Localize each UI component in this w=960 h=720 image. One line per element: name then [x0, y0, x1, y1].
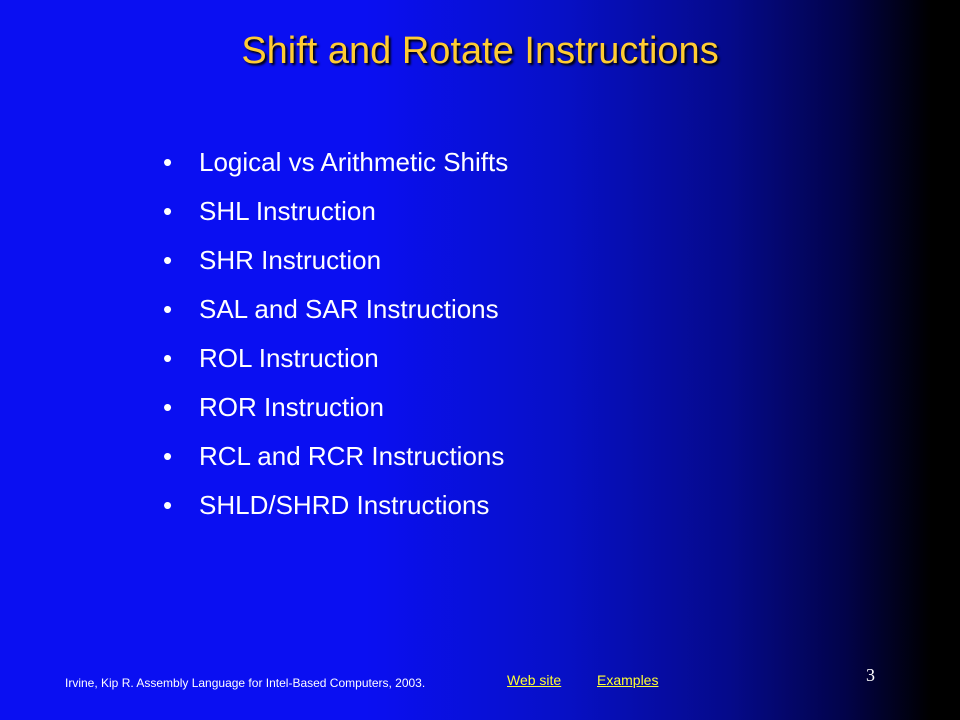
bullet-text: ROL Instruction [199, 343, 379, 373]
bullet-text: RCL and RCR Instructions [199, 441, 505, 471]
page-number: 3 [866, 665, 875, 685]
bullet-icon: • [163, 294, 173, 324]
bullet-icon: • [163, 147, 173, 177]
bullet-text: SAL and SAR Instructions [199, 294, 499, 324]
bullet-icon: • [163, 343, 173, 373]
bullet-icon: • [163, 490, 173, 520]
bullet-icon: • [163, 245, 173, 275]
bullet-text: SHL Instruction [199, 196, 376, 226]
bullet-text: SHLD/SHRD Instructions [199, 490, 490, 520]
bullet-icon: • [163, 392, 173, 422]
bullet-icon: • [163, 441, 173, 471]
bullet-text: ROR Instruction [199, 392, 384, 422]
slide-title: Shift and Rotate Instructions [241, 30, 719, 72]
web-site-link[interactable]: Web site [507, 672, 562, 688]
examples-link[interactable]: Examples [597, 672, 659, 688]
footer-citation: Irvine, Kip R. Assembly Language for Intel-Based Computers, 2003. [65, 676, 426, 690]
bullet-text: SHR Instruction [199, 245, 382, 275]
bullet-icon: • [163, 196, 173, 226]
bullet-text: Logical vs Arithmetic Shifts [199, 147, 509, 177]
